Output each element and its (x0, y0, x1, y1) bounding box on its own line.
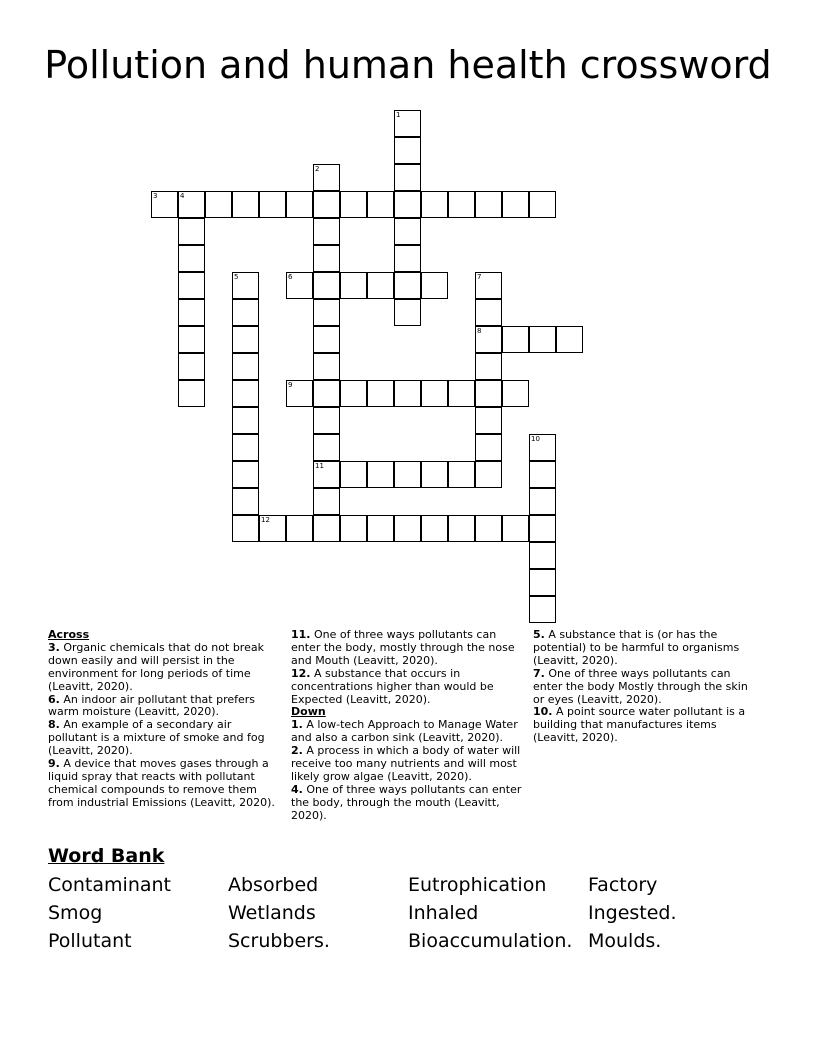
clue-10: 10. A point source water pollutant is a building that manufactures items (Leavitt, 2020). (533, 705, 746, 745)
word-bank-item: Wetlands (228, 902, 316, 924)
crossword-cell[interactable] (448, 461, 475, 488)
clue-8: 8. An example of a secondary air pollutant is a mixture of smoke and fog (Leavitt, 2020). (48, 718, 265, 758)
crossword-cell[interactable] (286, 515, 313, 542)
clues-column-1 (48, 629, 280, 810)
crossword-cell[interactable] (421, 461, 448, 488)
crossword-cell[interactable] (313, 353, 340, 380)
crossword-cell[interactable] (232, 353, 259, 380)
crossword-cell[interactable] (529, 515, 556, 542)
crossword-cell[interactable] (475, 461, 502, 488)
crossword-cell[interactable] (178, 191, 205, 218)
clue-number: 8 (477, 327, 482, 335)
crossword-cell[interactable] (475, 191, 502, 218)
crossword-cell[interactable] (394, 137, 421, 164)
crossword-cell[interactable] (178, 245, 205, 272)
crossword-cell[interactable] (475, 515, 502, 542)
page-title: Pollution and human health crossword (44, 43, 772, 87)
word-bank-item: Smog (48, 902, 103, 924)
word-bank-item: Absorbed (228, 874, 319, 896)
crossword-cell[interactable] (475, 272, 502, 299)
word-bank-item: Pollutant (48, 930, 132, 952)
crossword-cell[interactable] (367, 515, 394, 542)
word-bank-title: Word Bank (48, 845, 165, 867)
crossword-cell[interactable] (448, 515, 475, 542)
crossword-cell[interactable] (475, 299, 502, 326)
word-bank-item: Eutrophication (408, 874, 547, 896)
clue-number: 3 (153, 192, 158, 200)
crossword-cell[interactable] (394, 272, 421, 299)
crossword-cell[interactable] (232, 191, 259, 218)
clue-4: 4. One of three ways pollutants can enter the body, through the mouth (Leavitt, 2020). (291, 782, 522, 822)
crossword-cell[interactable] (529, 542, 556, 569)
clue-number: 11 (315, 462, 324, 470)
crossword-cell[interactable] (475, 326, 502, 353)
crossword-cell[interactable] (367, 461, 394, 488)
clue-6: 6. An indoor air pollutant that prefers warm moisture (Leavitt, 2020). (48, 692, 256, 719)
crossword-cell[interactable] (232, 488, 259, 515)
across-heading: Across (48, 628, 90, 641)
crossword-cell[interactable] (394, 191, 421, 218)
clue-number: 7 (477, 273, 482, 281)
crossword-cell[interactable] (367, 380, 394, 407)
crossword-cell[interactable] (313, 461, 340, 488)
crossword-cell[interactable] (502, 380, 529, 407)
crossword-cell[interactable] (178, 380, 205, 407)
crossword-cell[interactable] (232, 380, 259, 407)
crossword-cell[interactable] (313, 191, 340, 218)
clue-7: 7. One of three ways pollutants can enter the body Mostly through the skin or eyes (Leavitt, 2020). (533, 666, 748, 706)
crossword-cell[interactable] (313, 326, 340, 353)
word-bank-item: Bioaccumulation. (408, 930, 573, 952)
crossword-cell[interactable] (286, 380, 313, 407)
crossword-cell[interactable] (178, 218, 205, 245)
crossword-cell[interactable] (151, 191, 178, 218)
word-bank-item: Moulds. (588, 930, 662, 952)
crossword-cell[interactable] (178, 353, 205, 380)
crossword-cell[interactable] (394, 299, 421, 326)
crossword-cell[interactable] (529, 596, 556, 623)
clue-number: 9 (288, 381, 293, 389)
crossword-cell[interactable] (394, 515, 421, 542)
crossword-cell[interactable] (340, 461, 367, 488)
clue-number: 1 (396, 111, 401, 119)
clue-number: 4 (180, 192, 185, 200)
clue-list-across-1 (48, 642, 280, 810)
crossword-cell[interactable] (340, 515, 367, 542)
word-bank-item: Ingested. (588, 902, 677, 924)
crossword-cell[interactable] (313, 245, 340, 272)
crossword-cell[interactable] (313, 488, 340, 515)
word-bank-item: Scrubbers. (228, 930, 330, 952)
crossword-cell[interactable] (232, 515, 259, 542)
crossword-cell[interactable] (367, 191, 394, 218)
crossword-cell[interactable] (313, 515, 340, 542)
crossword-cell[interactable] (475, 353, 502, 380)
clue-number: 2 (315, 165, 320, 173)
crossword-cell[interactable] (286, 272, 313, 299)
clues-column-2 (291, 629, 523, 823)
crossword-cell[interactable] (367, 272, 394, 299)
clue-5: 5. A substance that is (or has the potential) to be harmful to organisms (Leavitt, 2020). (533, 628, 740, 667)
clue-9: 9. A device that moves gases through a liquid spray that reacts with pollutant chemical compounds to remove them from industrial Emissions (Leavitt, 2020). (48, 757, 275, 809)
clue-number: 12 (261, 516, 270, 524)
crossword-cell[interactable] (394, 164, 421, 191)
crossword-cell[interactable] (286, 191, 313, 218)
crossword-cell[interactable] (340, 380, 367, 407)
word-bank-item: Contaminant (48, 874, 171, 896)
crossword-cell[interactable] (529, 191, 556, 218)
clue-number: 5 (234, 273, 239, 281)
crossword-cell[interactable] (232, 272, 259, 299)
clue-number: 6 (288, 273, 293, 281)
crossword-cell[interactable] (178, 326, 205, 353)
crossword-cell[interactable] (313, 407, 340, 434)
clue-number: 10 (531, 435, 540, 443)
clues-column-3 (533, 629, 761, 745)
crossword-cell[interactable] (313, 218, 340, 245)
crossword-cell[interactable] (340, 272, 367, 299)
crossword-cell[interactable] (421, 380, 448, 407)
down-heading: Down (291, 705, 326, 719)
crossword-cell[interactable] (178, 272, 205, 299)
crossword-cell[interactable] (178, 299, 205, 326)
crossword-cell[interactable] (313, 380, 340, 407)
crossword-cell[interactable] (529, 488, 556, 515)
crossword-cell[interactable] (394, 245, 421, 272)
crossword-cell[interactable] (448, 380, 475, 407)
crossword-cell[interactable] (556, 326, 583, 353)
crossword-cell[interactable] (502, 191, 529, 218)
crossword-cell[interactable] (394, 110, 421, 137)
crossword-cell[interactable] (232, 407, 259, 434)
crossword-cell[interactable] (421, 272, 448, 299)
crossword-cell[interactable] (259, 515, 286, 542)
crossword-cell[interactable] (529, 461, 556, 488)
crossword-cell[interactable] (313, 164, 340, 191)
clue-2: 2. A process in which a body of water will receive too many nutrients and will most likely grow algae (Leavitt, 2020). (291, 744, 521, 783)
crossword-cell[interactable] (232, 461, 259, 488)
clue-11: 11. One of three ways pollutants can enter the body, mostly through the nose and Mouth (Leavitt, 2020). (291, 628, 515, 667)
crossword-cell[interactable] (421, 191, 448, 218)
clue-12: 12. A substance that occurs in concentrations higher than would be Expected (Leavitt, 2020). (291, 666, 494, 706)
crossword-cell[interactable] (259, 191, 286, 218)
crossword-cell[interactable] (394, 380, 421, 407)
crossword-cell[interactable] (529, 569, 556, 596)
crossword-cell[interactable] (448, 191, 475, 218)
crossword-cell[interactable] (232, 326, 259, 353)
crossword-cell[interactable] (313, 434, 340, 461)
crossword-cell[interactable] (394, 461, 421, 488)
crossword-cell[interactable] (232, 299, 259, 326)
crossword-cell[interactable] (340, 191, 367, 218)
crossword-cell[interactable] (205, 191, 232, 218)
crossword-cell[interactable] (529, 326, 556, 353)
crossword-cell[interactable] (502, 515, 529, 542)
crossword-cell[interactable] (313, 272, 340, 299)
crossword-cell[interactable] (475, 380, 502, 407)
crossword-cell[interactable] (529, 434, 556, 461)
word-bank-item: Factory (588, 874, 658, 896)
crossword-cell[interactable] (232, 434, 259, 461)
crossword-cell[interactable] (313, 299, 340, 326)
crossword-cell[interactable] (475, 407, 502, 434)
crossword-cell[interactable] (394, 218, 421, 245)
crossword-cell[interactable] (475, 434, 502, 461)
clue-3: 3. Organic chemicals that do not break down easily and will persist in the environment for long periods of time (Leavitt, 2020). (48, 640, 264, 693)
word-bank-item: Inhaled (408, 902, 479, 924)
crossword-cell[interactable] (421, 515, 448, 542)
crossword-cell[interactable] (502, 326, 529, 353)
clue-1: 1. A low-tech Approach to Manage Water and also a carbon sink (Leavitt, 2020). (291, 718, 518, 745)
